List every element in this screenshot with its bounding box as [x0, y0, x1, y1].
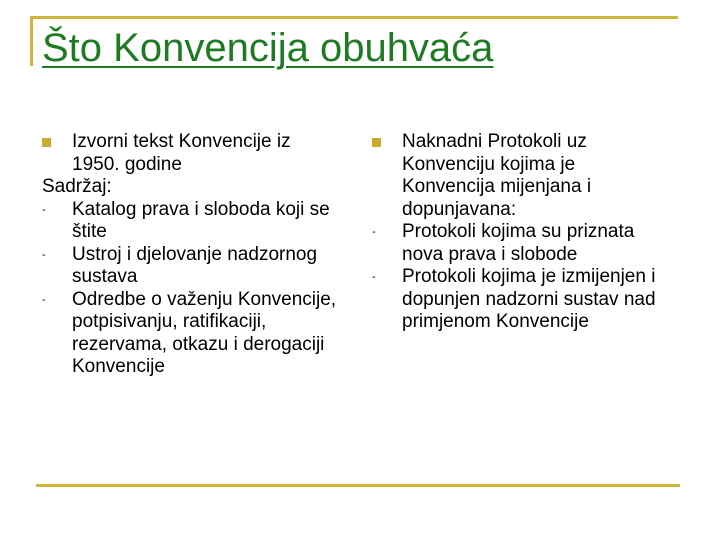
left-border-line [30, 16, 33, 66]
left-dash-item [42, 244, 342, 289]
left-bullet-item [42, 131, 342, 176]
right-column [372, 131, 672, 334]
right-bullet-text: Naknadni Protokoli uz Konvenciju kojima je Konvencija mijenjana i dopunjavana: [402, 131, 592, 220]
square-bullet-icon [42, 138, 51, 147]
slide-title: Što Konvencija obuhvaća [42, 26, 494, 70]
left-dash-item [42, 289, 342, 379]
dash-icon: - [42, 293, 46, 306]
right-bullet-item [372, 131, 672, 221]
left-dash-text: Katalog prava i sloboda koji se štite [72, 198, 330, 242]
bottom-border-line [36, 484, 680, 487]
left-intro: Sadržaj: [42, 176, 112, 197]
top-border-line [30, 16, 678, 19]
dash-icon: - [372, 226, 376, 238]
dash-icon: - [42, 203, 46, 216]
left-dash-item [42, 199, 342, 244]
right-dash-item [372, 266, 672, 334]
right-dash-text: Protokoli kojima je izmijenjen i dopunjen nadzorni sustav nad primjenom Konvencije [402, 266, 656, 332]
dash-icon: - [42, 248, 46, 261]
dash-icon: - [372, 271, 376, 283]
left-dash-text: Odredbe o važenju Konvencije, potpisivanju, ratifikaciji, rezervama, otkazu i derogaciji Konvencije [72, 288, 337, 377]
left-column [42, 131, 342, 379]
right-dash-text: Protokoli kojima su priznata nova prava i slobode [402, 221, 635, 265]
right-dash-item [372, 221, 672, 266]
square-bullet-icon [372, 138, 381, 147]
left-dash-text: Ustroj i djelovanje nadzornog sustava [72, 243, 318, 287]
left-bullet-text: Izvorni tekst Konvencije iz 1950. godine [72, 131, 291, 175]
